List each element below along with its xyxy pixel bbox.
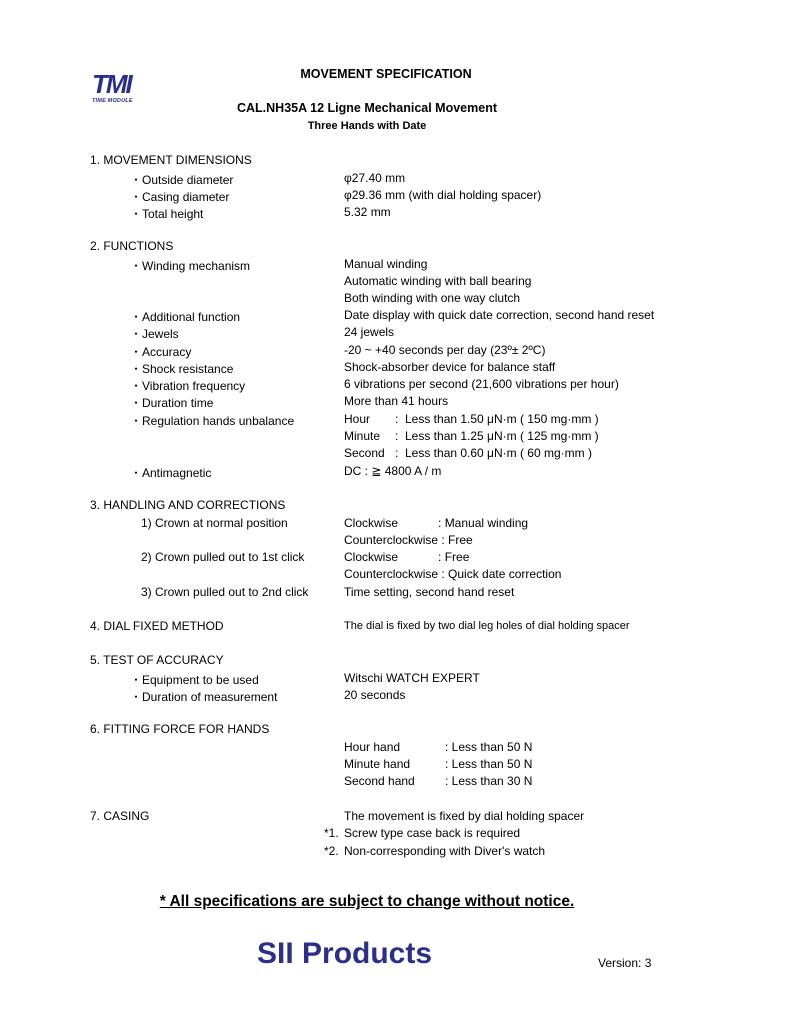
colon-separator: : xyxy=(395,412,399,426)
spec-label: ・Shock resistance xyxy=(130,362,234,376)
spec-value: DC : ≧ 4800 A / m xyxy=(344,464,442,478)
spec-label: ・Casing diameter xyxy=(130,190,230,204)
spec-value: Manual winding xyxy=(344,257,428,271)
spec-value: Both winding with one way clutch xyxy=(344,291,521,305)
spec-value: Date display with quick date correction, second hand reset xyxy=(344,308,655,322)
footnote-mark: *2. xyxy=(324,844,339,858)
spec-label: ・Winding mechanism xyxy=(130,259,251,273)
spec-value: More than 41 hours xyxy=(344,394,449,408)
spec-value: Counterclockwise : Quick date correction xyxy=(344,567,562,581)
spec-value: Clockwise : Free xyxy=(344,550,470,564)
brand-title: SII Products xyxy=(257,937,433,970)
section-heading-accuracy-test: 5. TEST OF ACCURACY xyxy=(90,653,224,667)
section-heading-handling: 3. HANDLING AND CORRECTIONS xyxy=(90,498,286,512)
spec-value: Less than 1.25 μN·m ( 125 mg·mm ) xyxy=(405,429,599,443)
spec-value: Witschi WATCH EXPERT xyxy=(344,671,480,685)
spec-label: ・Jewels xyxy=(130,327,179,341)
spec-value: Automatic winding with ball bearing xyxy=(344,274,532,288)
spec-label: ・Vibration frequency xyxy=(130,379,246,393)
spec-value: -20 ~ +40 seconds per day (23º± 2ºC) xyxy=(344,343,546,357)
spec-label: 3) Crown pulled out to 2nd click xyxy=(141,585,309,599)
spec-label: ・Outside diameter xyxy=(130,173,234,187)
spec-value: Shock-absorber device for balance staff xyxy=(344,360,556,374)
change-notice: * All specifications are subject to change without notice. xyxy=(159,893,575,910)
spec-label: ・Total height xyxy=(130,207,204,221)
spec-label: 2) Crown pulled out to 1st click xyxy=(141,550,305,564)
spec-value: : Less than 50 N xyxy=(445,740,533,754)
hand-name: Second hand xyxy=(344,774,415,788)
section-heading-dial: 4. DIAL FIXED METHOD xyxy=(90,619,224,633)
spec-label: 1) Crown at normal position xyxy=(141,516,288,530)
spec-label: ・Duration of measurement xyxy=(130,690,278,704)
hand-name: Minute hand xyxy=(344,757,411,771)
spec-value: The dial is fixed by two dial leg holes of dial holding spacer xyxy=(344,620,630,632)
spec-label: ・Accuracy xyxy=(130,345,192,359)
spec-value: : Less than 30 N xyxy=(445,774,533,788)
spec-value: The movement is fixed by dial holding spacer xyxy=(344,809,585,823)
section-heading-casing: 7. CASING xyxy=(90,809,150,823)
section-heading-fitting: 6. FITTING FORCE FOR HANDS xyxy=(90,722,270,736)
spec-label: ・Equipment to be used xyxy=(130,673,259,687)
hand-name: Second xyxy=(344,446,385,460)
footnote-text: Non-corresponding with Diver's watch xyxy=(344,844,546,858)
hand-name: Hour xyxy=(344,412,371,426)
spec-value: φ29.36 mm (with dial holding spacer) xyxy=(344,188,542,202)
logo-subtext: TIME MODULE xyxy=(92,98,133,104)
spec-label: ・Additional function xyxy=(130,310,241,324)
spec-value: 24 jewels xyxy=(344,325,395,339)
footnote-text: Screw type case back is required xyxy=(344,826,521,840)
hand-name: Minute xyxy=(344,429,381,443)
spec-value: Less than 1.50 μN·m ( 150 mg·mm ) xyxy=(405,412,599,426)
spec-label: ・Duration time xyxy=(130,396,214,410)
spec-value: 20 seconds xyxy=(344,688,406,702)
footnote-mark: *1. xyxy=(324,826,339,840)
section-heading-dimensions: 1. MOVEMENT DIMENSIONS xyxy=(90,153,252,167)
version-label: Version: 3 xyxy=(598,956,652,970)
spec-value: φ27.40 mm xyxy=(344,171,406,185)
spec-value: Clockwise : Manual winding xyxy=(344,516,529,530)
logo-mark: TMI xyxy=(92,69,131,99)
spec-label: ・Regulation hands unbalance xyxy=(130,414,295,428)
hand-name: Hour hand xyxy=(344,740,401,754)
page-title: MOVEMENT SPECIFICATION xyxy=(300,67,472,81)
page-subtitle-secondary: Three Hands with Date xyxy=(307,120,427,132)
spec-value: Time setting, second hand reset xyxy=(344,585,515,599)
colon-separator: : xyxy=(395,429,399,443)
spec-label: ・Antimagnetic xyxy=(130,466,212,480)
spec-value: Less than 0.60 μN·m ( 60 mg·mm ) xyxy=(405,446,592,460)
section-heading-functions: 2. FUNCTIONS xyxy=(90,239,174,253)
page-subtitle: CAL.NH35A 12 Ligne Mechanical Movement xyxy=(236,101,498,115)
spec-value: 5.32 mm xyxy=(344,205,391,219)
spec-value: Counterclockwise : Free xyxy=(344,533,473,547)
colon-separator: : xyxy=(395,446,399,460)
spec-value: 6 vibrations per second (21,600 vibrations per hour) xyxy=(344,377,619,391)
spec-value: : Less than 50 N xyxy=(445,757,533,771)
